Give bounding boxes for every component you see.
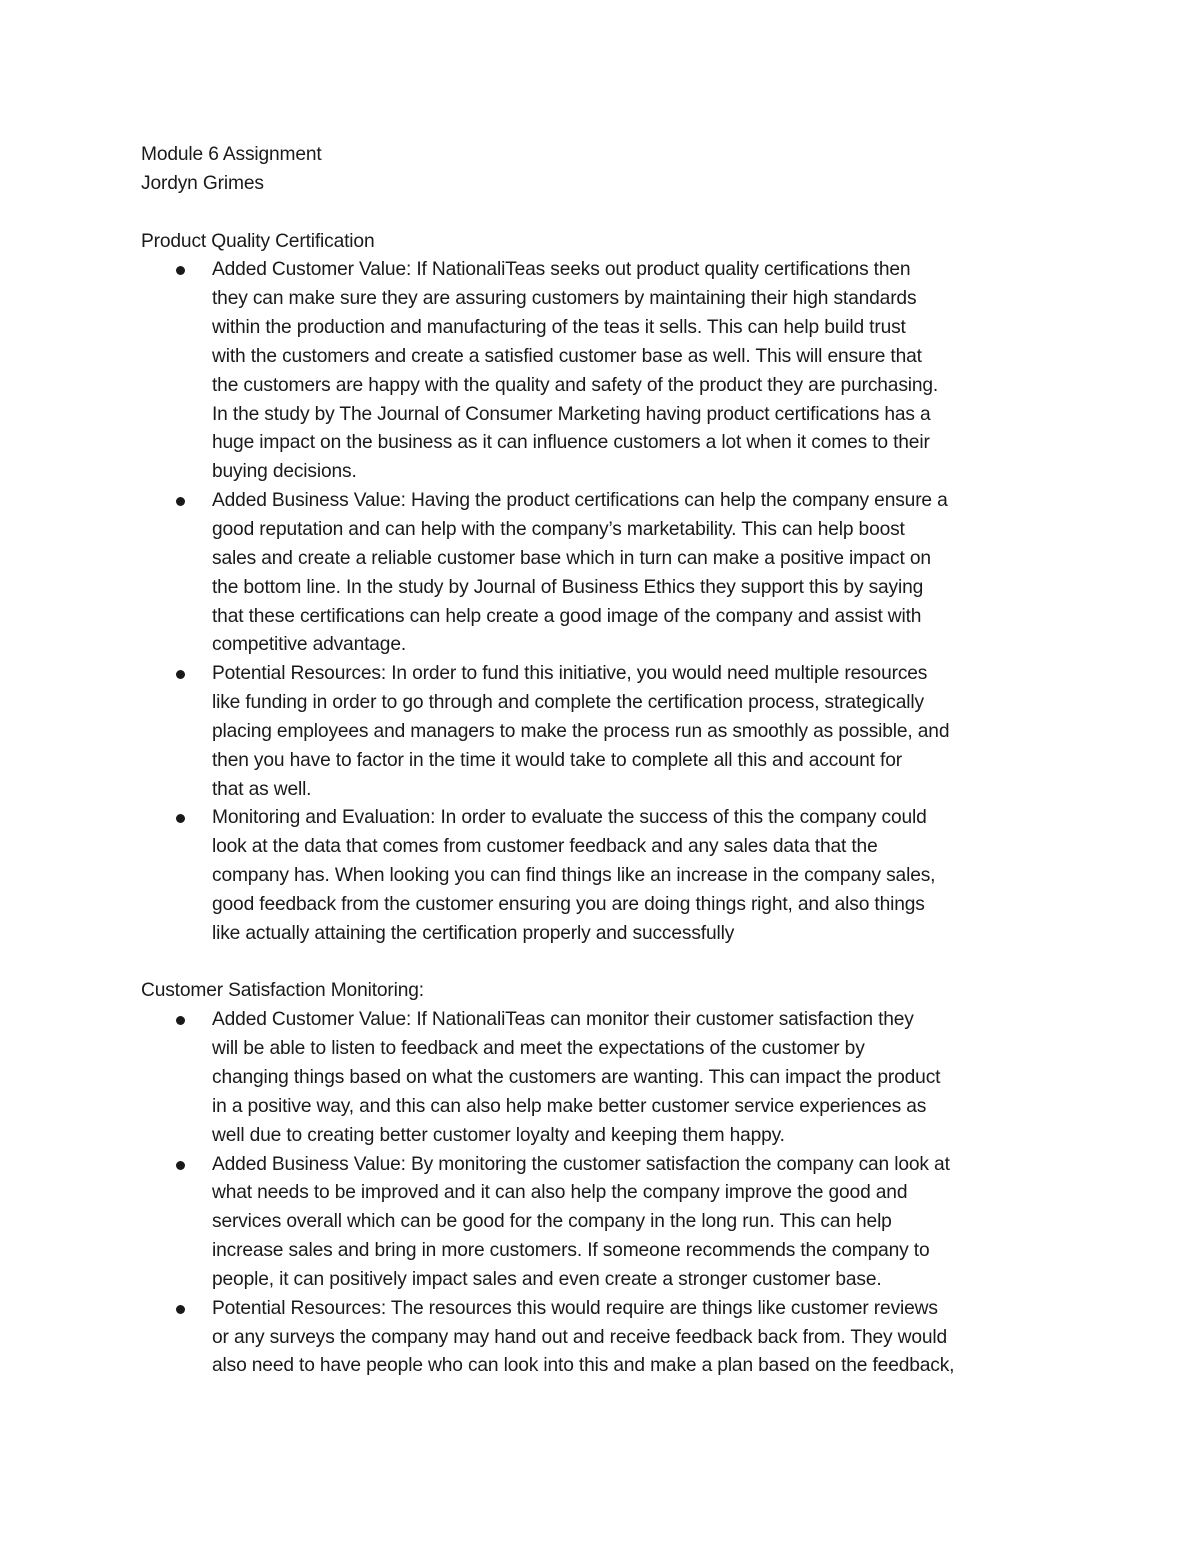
document-title: Module 6 Assignment [141,144,322,165]
list-item-text-line: like actually attaining the certification properly and successfully [212,922,735,944]
list-item-text-line: like funding in order to go through and complete the certification process, strategically [212,692,924,714]
bullet-icon [176,1016,185,1025]
list-item-text-line: also need to have people who can look into this and make a plan based on the feedback, [212,1355,955,1377]
spacer [141,949,1071,978]
list-item-text-line: look at the data that comes from customer feedback and any sales data that the [212,836,878,858]
list-item-text-line: people, it can positively impact sales and even create a stronger customer base. [212,1268,882,1290]
list-item-text-line: services overall which can be good for the company in the long run. This can help [212,1211,892,1233]
spacer [141,199,1071,228]
list-item-text-line: Added Business Value: Having the product certifications can help the company ensure a [212,490,948,512]
document-page [141,141,1071,1381]
list-item-text-line: or any surveys the company may hand out and receive feedback back from. They would [212,1326,947,1348]
bullet-icon [176,497,185,506]
list-item-text-line: placing employees and managers to make the process run as smoothly as possible, and [212,720,950,742]
bullet-list [141,256,1071,948]
document-body [141,228,1071,1382]
list-item-text-line: Monitoring and Evaluation: In order to evaluate the success of this the company could [212,807,927,829]
list-item-text-line: they can make sure they are assuring customers by maintaining their high standards [212,288,917,310]
bullet-list [141,1006,1071,1381]
list-item-text-line: changing things based on what the customers are wanting. This can impact the product [212,1067,941,1088]
list-item-text-line: good feedback from the customer ensuring you are doing things right, and also things [212,893,925,915]
list-item-text-line: increase sales and bring in more customers. If someone recommends the company to [212,1240,930,1262]
bullet-icon [176,670,185,679]
list-item-text-line: Added Business Value: By monitoring the customer satisfaction the company can look at [212,1153,950,1175]
document-author: Jordyn Grimes [141,172,264,194]
list-item-text-line: that as well. [212,778,312,800]
list-item-text-line: Added Customer Value: If NationaliTeas can monitor their customer satisfaction they [212,1009,914,1031]
list-item [141,1295,1071,1382]
list-item-text-line: the bottom line. In the study by Journal of Business Ethics they support this by saying [212,576,924,598]
list-item [141,487,1071,660]
list-item-text-line: In the study by The Journal of Consumer Marketing having product certifications has a [212,403,931,425]
section-heading: Product Quality Certification [141,230,375,252]
list-item-text-line: sales and create a reliable customer base which in turn can make a positive impact on [212,547,931,569]
bullet-icon [176,814,185,823]
list-item-text-line: buying decisions. [212,461,357,483]
bullet-icon [176,1305,185,1314]
list-item-text-line: within the production and manufacturing of the teas it sells. This can help build trust [212,317,906,339]
list-item-text-line: Potential Resources: The resources this would require are things like customer reviews [212,1297,938,1319]
bullet-icon [176,266,185,275]
list-item-text-line: in a positive way, and this can also help make better customer service experiences as [212,1095,927,1117]
bullet-icon [176,1161,185,1170]
list-item-text-line: what needs to be improved and it can also help the company improve the good and [212,1182,908,1204]
list-item-text-line: that these certifications can help create a good image of the company and assist with [212,605,922,627]
list-item [141,1151,1071,1295]
list-item [141,804,1071,948]
list-item [141,660,1071,804]
list-item-text-line: Potential Resources: In order to fund this initiative, you would need multiple resources [212,663,928,685]
list-item-text-line: will be able to listen to feedback and meet the expectations of the customer by [212,1038,865,1060]
list-item-text-line: with the customers and create a satisfied customer base as well. This will ensure that [212,345,922,367]
list-item [141,256,1071,487]
list-item-text-line: then you have to factor in the time it would take to complete all this and account for [212,749,902,771]
list-item-text-line: huge impact on the business as it can influence customers a lot when it comes to their [212,432,930,454]
list-item [141,1006,1071,1150]
list-item-text-line: competitive advantage. [212,634,407,656]
list-item-text-line: company has. When looking you can find things like an increase in the company sales, [212,865,936,887]
list-item-text-line: well due to creating better customer loyalty and keeping them happy. [212,1124,785,1146]
section-heading: Customer Satisfaction Monitoring: [141,980,424,1002]
list-item-text-line: Added Customer Value: If NationaliTeas seeks out product quality certifications then [212,259,911,281]
list-item-text-line: good reputation and can help with the company’s marketability. This can help boost [212,518,905,540]
list-item-text-line: the customers are happy with the quality and safety of the product they are purchasing. [212,374,939,396]
